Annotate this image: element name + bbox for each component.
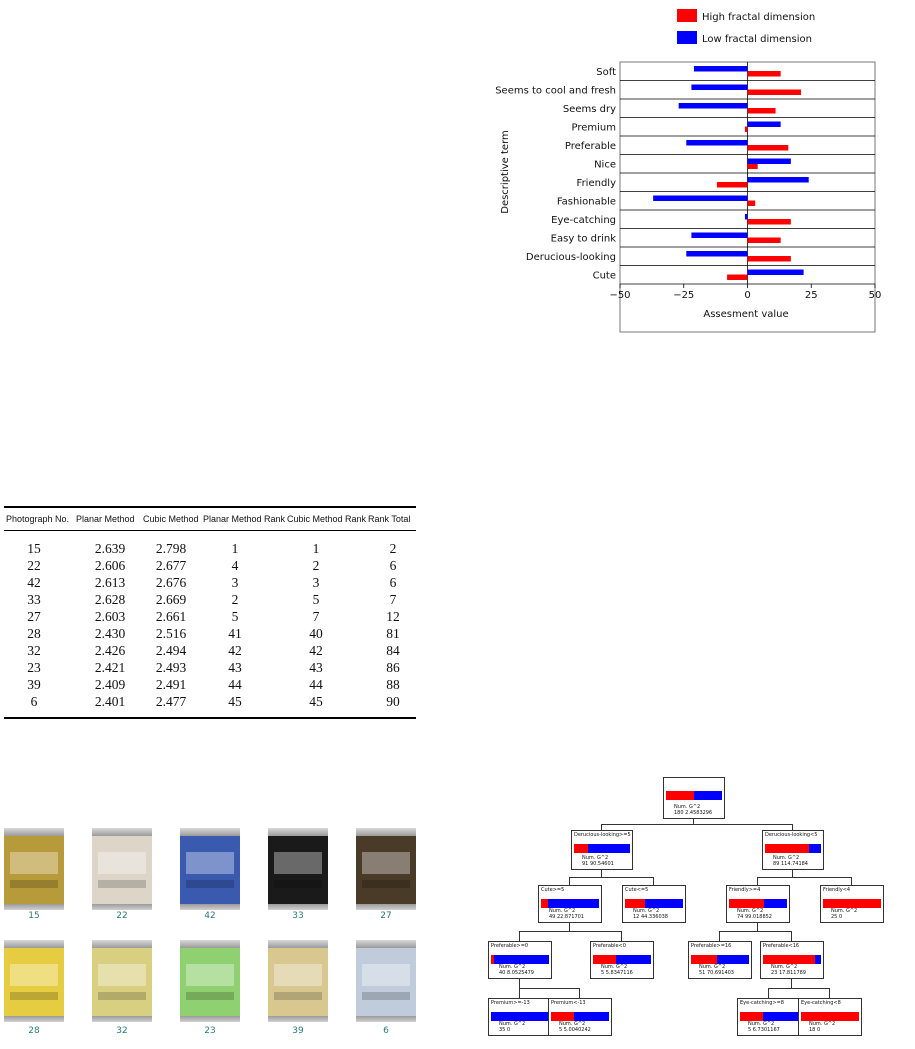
tree-node-header: Num. G^2 [559,1021,586,1027]
tree-node-header: Num. G^2 [771,964,798,970]
table-cell: 2.606 [94,558,126,573]
can-photo-number: 42 [204,911,216,921]
tree-edge [519,988,520,999]
bar-low [748,122,781,128]
header-cubic-rank: Cubic Method Rank [287,514,367,524]
table-cell: 39 [27,677,41,692]
tree-node-header: Num. G^2 [748,1021,775,1027]
legend-swatch-high [677,9,697,22]
bar-low [748,270,804,276]
x-tick-label: 50 [868,290,882,301]
tree-node-header: Num. G^2 [737,908,764,914]
tree-node-condition: Premium>=-13 [491,1000,530,1006]
table-cell: 2 [312,558,320,573]
tree-node-condition: Derucious-looking<5 [765,832,818,838]
tree-node [737,998,801,1036]
table-cell: 2.477 [155,694,187,709]
tree-node [820,885,884,923]
table-cell: 86 [386,660,400,675]
bar-low [691,233,747,239]
table-cell: 2 [231,592,239,607]
tree-node-condition: Friendly<4 [823,887,851,893]
tree-node-condition: Cute>=5 [541,887,565,893]
tree-node [590,941,654,979]
table-cell: 7 [312,609,320,624]
table-cell: 1 [312,541,320,556]
table-cell: 45 [228,694,242,709]
tree-node-condition: Preferable>=0 [491,943,529,949]
tree-node-high-bar [809,844,821,853]
header-planar-method: Planar Method [76,514,135,524]
tree-node-values: 89 114.74184 [773,861,808,867]
table-cell: 81 [386,626,400,641]
bar-low [748,177,809,183]
table-cell: 41 [228,626,242,641]
category-label: Seems dry [562,104,616,115]
x-tick-label: 0 [744,290,751,301]
table-cell: 45 [309,694,323,709]
table-cell: 88 [386,677,400,692]
table-cell: 43 [228,660,242,675]
table-cell: 23 [27,660,41,675]
bar-low [694,66,748,72]
table-cell: 2.401 [94,694,126,709]
bar-high [745,127,748,133]
table-cell: 90 [386,694,400,709]
can-photo-number: 23 [204,1026,216,1036]
bar-high [717,182,748,188]
bar-low [686,140,747,146]
tree-node [548,998,612,1036]
table-cell: 2.430 [94,626,126,641]
can-photo-number: 32 [116,1026,128,1036]
tree-node-header: Num. G^2 [674,804,701,810]
bar-low [748,159,791,165]
table-cell: 15 [27,541,41,556]
legend-swatch-low [677,31,697,44]
header-planar-rank: Planar Method Rank [203,514,286,524]
can-photo [356,940,416,1022]
tree-node [762,830,824,870]
tree-node-high-bar [494,955,549,964]
tree-node-header: Num. G^2 [699,964,726,970]
tree-node-low-bar [823,899,881,908]
tree-node-low-bar [763,955,815,964]
table-cell: 1 [231,541,239,556]
tree-node-header: Num. G^2 [601,964,628,970]
tree-edge [621,931,622,941]
table-cell: 3 [312,575,320,590]
tree-edge [757,877,852,878]
table-cell: 2.491 [155,677,187,692]
tree-node-header: Num. G^2 [831,908,858,914]
table-cell: 2.798 [155,541,187,556]
table-cell: 3 [231,575,239,590]
header-cubic-method: Cubic Method [143,514,199,524]
x-tick-label: −50 [609,290,631,301]
tree-node-header: Num. G^2 [499,1021,526,1027]
can-photo [92,828,152,910]
table-cell: 22 [27,558,41,573]
tree-node-low-bar [551,1012,574,1021]
table-cell: 2.603 [94,609,126,624]
table-cell: 42 [228,643,242,658]
category-label: Nice [594,159,616,171]
table-cell: 6 [30,694,38,709]
tree-node-low-bar [765,844,809,853]
bar-low [653,196,747,202]
can-photo-number: 22 [116,911,128,921]
tree-edge [829,988,830,999]
tree-node-header: Num. G^2 [549,908,576,914]
x-axis-title: Assesment value [703,309,789,320]
tree-node-high-bar [694,791,722,800]
tree-node-values: 74 99.018852 [737,914,772,920]
table-cell: 4 [231,558,239,573]
table-cell: 42 [27,575,41,590]
tree-edge [601,824,793,825]
tree-node-header: Num. G^2 [633,908,660,914]
bar-high [748,145,789,151]
can-photo [4,940,64,1022]
tree-edge [653,877,654,886]
tree-edge [851,877,852,886]
bar-high [748,71,781,77]
tree-node [571,830,633,870]
table-cell: 2.661 [155,609,187,624]
table-cell: 43 [309,660,323,675]
tree-node-low-bar [729,899,764,908]
tree-node [538,885,602,923]
can-photo-number: 15 [28,911,40,921]
table-cell: 6 [389,575,397,590]
tree-node [688,941,752,979]
table-header-rule [4,530,416,531]
bar-low [679,103,748,109]
chart-legend [677,9,815,45]
tree-edge [719,931,792,932]
tree-edge [569,877,570,886]
table-cell: 6 [389,558,397,573]
category-label: Seems to cool and fresh [495,85,616,97]
tree-node [726,885,790,923]
tree-node-high-bar [815,955,821,964]
tree-edge [768,988,830,989]
can-photo-number: 27 [380,911,392,921]
tree-node-values: 40 8.0525479 [499,970,534,976]
table-cell: 2.677 [155,558,187,573]
tree-node-values: 91 90.54601 [582,861,614,867]
table-cell: 2.639 [94,541,126,556]
tree-edge [768,988,769,999]
tree-node-high-bar [763,1012,798,1021]
tree-node-values: 23 17.811789 [771,970,806,976]
bar-high [727,275,747,281]
x-tick-label: 25 [804,290,818,301]
table-cell: 12 [386,609,400,624]
can-photo-number: 28 [28,1026,40,1036]
tree-node-values: 5 5.0040242 [559,1027,591,1033]
tree-node-condition: Cute<=5 [625,887,649,893]
tree-node-low-bar [574,844,588,853]
tree-node [663,777,725,819]
category-label: Eye-catching [551,215,616,226]
tree-node-values: 5 6.7301167 [748,1027,780,1033]
tree-node-condition: Friendly>=4 [729,887,761,893]
tree-node-header: Num. G^2 [809,1021,836,1027]
table-cell: 44 [228,677,242,692]
tree-node [798,998,862,1036]
table-cell: 42 [309,643,323,658]
tree-node-header: Num. G^2 [773,855,800,861]
tree-node-values: 12 44.336038 [633,914,668,920]
table-cell: 2.516 [155,626,187,641]
tree-node-condition: Preferable>=16 [691,943,732,949]
tree-node-condition: Eye-catching>=8 [740,1000,784,1006]
tree-node-values: 180 2.4583296 [674,810,713,816]
table-cell: 5 [231,609,239,624]
tree-node-low-bar [801,1012,859,1021]
tree-node-low-bar [593,955,616,964]
table-bottom-rule [4,717,416,719]
tree-node-header: Num. G^2 [499,964,526,970]
table-cell: 32 [27,643,41,658]
tree-node-low-bar [740,1012,763,1021]
table-cell: 44 [309,677,323,692]
tree-node [622,885,686,923]
bar-high [748,164,758,170]
table-cell: 2.613 [94,575,126,590]
tree-node-condition: Preferable<0 [593,943,626,949]
can-photo [180,828,240,910]
table-cell: 5 [312,592,320,607]
tree-edge [719,931,720,941]
category-label: Preferable [564,141,616,152]
tree-edge [569,877,654,878]
can-photo [92,940,152,1022]
can-photo [356,828,416,910]
tree-node-condition: Eye-catching<8 [801,1000,841,1006]
tree-node-low-bar [691,955,717,964]
tree-edge [579,988,580,999]
can-photo-number: 39 [292,1026,304,1036]
can-photo [268,940,328,1022]
table-cell: 27 [27,609,41,624]
tree-node-low-bar [666,791,694,800]
table-cell: 2.409 [94,677,126,692]
tree-node-condition: Preferable<16 [763,943,800,949]
tree-node [488,941,552,979]
tree-node-high-bar [645,899,683,908]
bar-high [748,238,781,244]
tree-node-high-bar [491,1012,549,1021]
category-label: Soft [596,67,616,78]
bar-high [748,108,776,114]
tree-edge [757,877,758,886]
tree-node-header: Num. G^2 [582,855,609,861]
table-cell: 2.669 [155,592,187,607]
tree-node-high-bar [548,899,599,908]
table-cell: 2.494 [155,643,187,658]
tree-node-condition: Derucious-looking>=5 [574,832,631,838]
tree-node-high-bar [764,899,787,908]
table-cell: 33 [27,592,41,607]
tree-node-high-bar [588,844,630,853]
can-photo [180,940,240,1022]
tree-edge [519,931,520,941]
category-label: Fashionable [556,196,616,208]
tree-node-values: 51 70.691403 [699,970,734,976]
legend-label-high: High fractal dimension [702,12,816,23]
bar-high [748,219,791,225]
tree-node-high-bar [717,955,749,964]
can-photo-number: 6 [383,1026,389,1036]
assessment-bar-chart [470,0,880,345]
table-cell: 2.421 [94,660,126,675]
tree-node-values: 25 0 [831,914,843,920]
category-label: Derucious-looking [525,252,616,263]
table-cell: 28 [27,626,41,641]
header-photograph-no: Photograph No. [6,514,70,524]
tree-node-values: 5 5.8347116 [601,970,633,976]
tree-node-low-bar [625,899,645,908]
category-label: Premium [571,122,616,134]
table-cell: 2.628 [94,592,126,607]
category-label: Friendly [576,178,616,189]
table-cell: 40 [309,626,323,641]
bar-high [748,256,791,262]
table-cell: 84 [386,643,400,658]
can-photo-number: 33 [292,911,304,921]
tree-node-values: 35 0 [499,1027,511,1033]
tree-edge [791,931,792,941]
x-tick-label: −25 [673,290,695,301]
table-cell: 2.426 [94,643,126,658]
can-photo [4,828,64,910]
tree-node-values: 49 22.871701 [549,914,584,920]
bar-low [686,251,747,257]
table-cell: 2.676 [155,575,187,590]
table-cell: 7 [389,592,397,607]
table-top-rule [4,506,416,508]
bar-low [691,85,747,91]
tree-node-high-bar [574,1012,609,1021]
can-photo [268,828,328,910]
tree-node-condition: Premium<-13 [551,1000,586,1006]
tree-edge [519,988,580,989]
table-cell: 2.493 [155,660,187,675]
tree-node-low-bar [541,899,548,908]
tree-node-values: 18 0 [809,1027,821,1033]
header-rank-total: Rank Total [368,514,411,524]
table-cell: 2 [389,541,397,556]
tree-edge [519,931,622,932]
tree-node-high-bar [616,955,651,964]
tree-node [760,941,824,979]
category-label: Cute [592,270,616,282]
legend-label-low: Low fractal dimension [702,34,812,45]
bar-high [748,201,756,207]
bar-low [745,214,748,220]
category-label: Easy to drink [550,233,616,245]
y-axis-title: Descriptive term [500,130,511,214]
bar-high [748,90,802,96]
tree-node [488,998,552,1036]
